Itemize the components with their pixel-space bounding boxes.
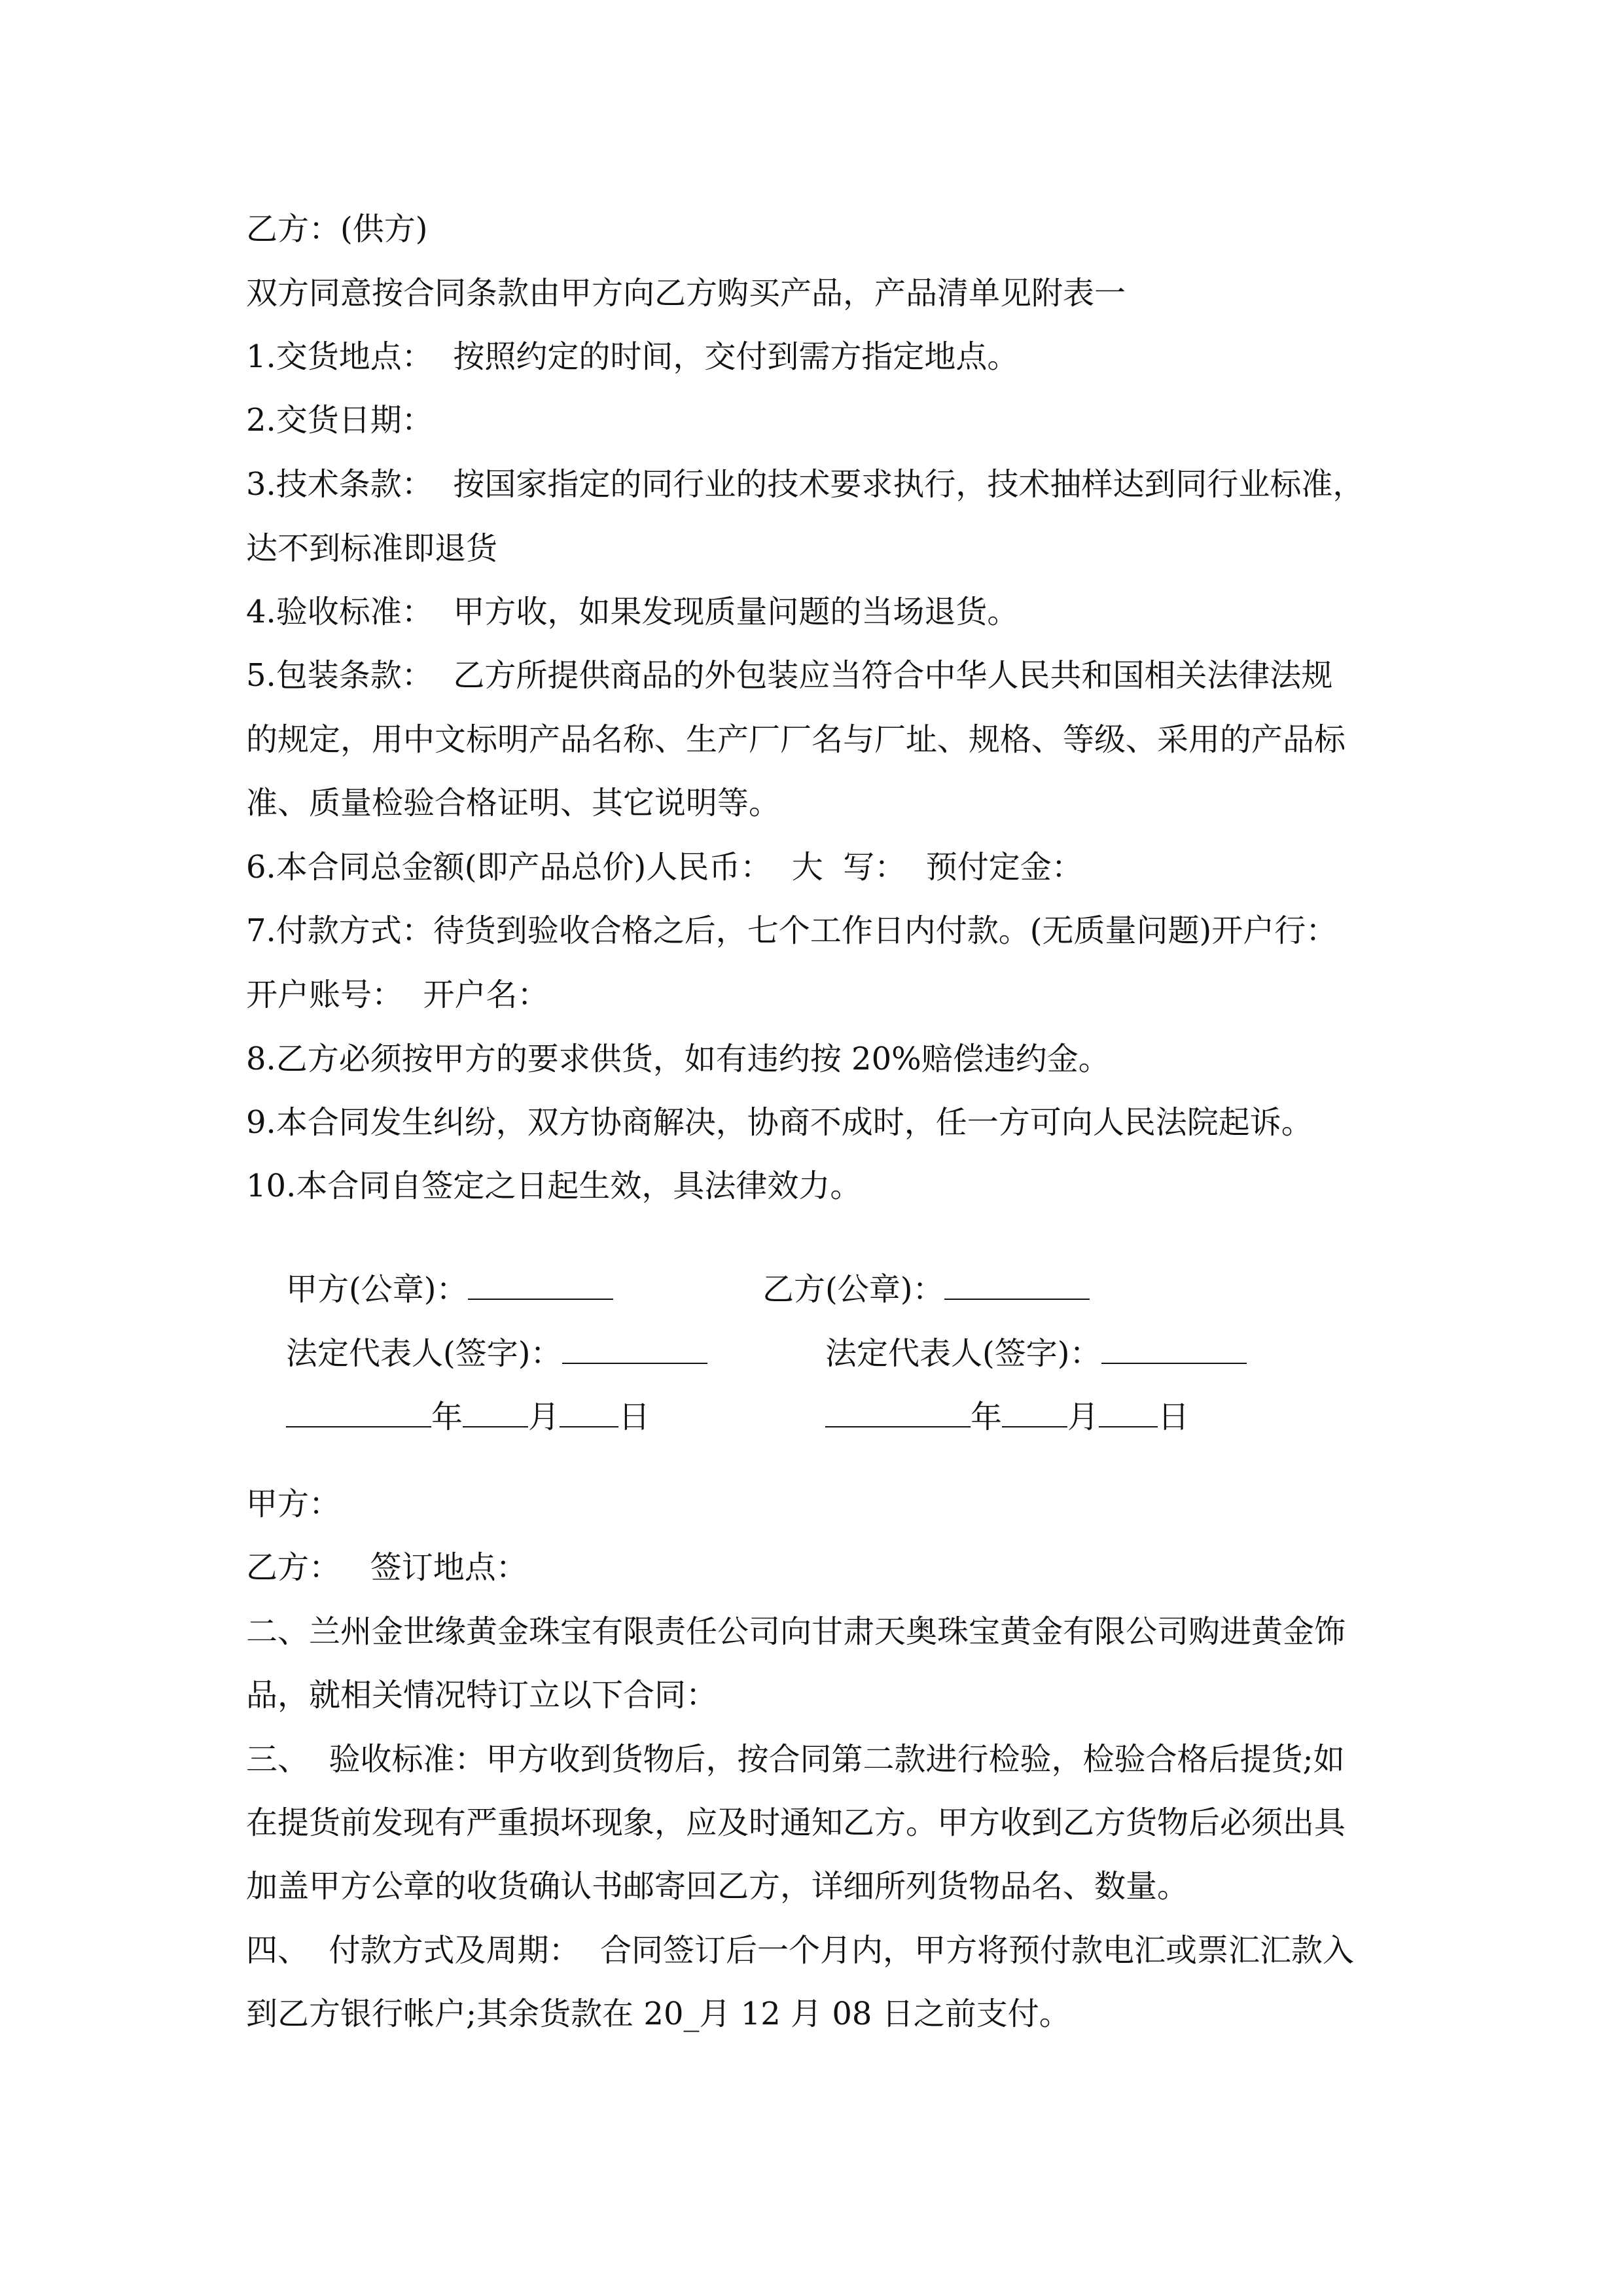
date-b-month-blank bbox=[1002, 1400, 1067, 1427]
date-b-month-label: 月 bbox=[1067, 1399, 1099, 1435]
date-a-month-blank bbox=[463, 1400, 528, 1427]
date-b-day-label: 日 bbox=[1158, 1399, 1190, 1435]
second-party-a: 甲方： bbox=[246, 1486, 341, 1522]
clause-7-line-2: 开户账号： 开户名： bbox=[246, 977, 549, 1013]
date-a-day-blank bbox=[560, 1400, 618, 1427]
second-party-b-place: 乙方： 签订地点： bbox=[246, 1549, 527, 1586]
clause-2: 2.交货日期： bbox=[246, 402, 433, 439]
legal-rep-a-field bbox=[246, 1295, 707, 1372]
party-b-seal-field bbox=[722, 1230, 1090, 1308]
date-a-field bbox=[246, 1358, 651, 1435]
section-2-line-1: 二、兰州金世缘黄金珠宝有限责任公司向甘肃天奥珠宝黄金有限公司购进黄金饰 bbox=[246, 1613, 1346, 1650]
clause-1: 1.交货地点： 按照约定的时间，交付到需方指定地点。 bbox=[246, 338, 1019, 375]
clause-5-line-2: 的规定，用中文标明产品名称、生产厂厂名与厂址、规格、等级、采用的产品标 bbox=[246, 721, 1346, 758]
legal-rep-a-label: 法定代表人(签字)： bbox=[286, 1335, 562, 1372]
section-2-line-2: 品，就相关情况特订立以下合同： bbox=[246, 1677, 718, 1713]
legal-rep-b-label: 法定代表人(签字)： bbox=[825, 1335, 1101, 1372]
date-a-year-blank bbox=[286, 1400, 431, 1427]
section-3-line-3: 加盖甲方公章的收货确认书邮寄回乙方，详细所列货物品名、数量。 bbox=[246, 1868, 1189, 1905]
clause-3-line-1: 3.技术条款： 按国家指定的同行业的技术要求执行，技术抽样达到同行业标准， bbox=[246, 466, 1364, 503]
clause-6: 6.本合同总金额(即产品总价)人民币： 大 写： 预付定金： bbox=[246, 849, 1083, 886]
clause-7-line-1: 7.付款方式：待货到验收合格之后，七个工作日内付款。(无质量问题)开户行： bbox=[246, 912, 1338, 949]
legal-rep-b-field bbox=[785, 1295, 1247, 1372]
clause-9: 9.本合同发生纠纷，双方协商解决，协商不成时，任一方可向人民法院起诉。 bbox=[246, 1104, 1313, 1141]
date-b-field bbox=[785, 1358, 1190, 1435]
section-3-line-1: 三、 验收标准：甲方收到货物后，按合同第二款进行检验，检验合格后提货;如 bbox=[246, 1741, 1345, 1778]
date-b-year-label: 年 bbox=[971, 1399, 1003, 1435]
date-a-month-label: 月 bbox=[528, 1399, 560, 1435]
clause-4: 4.验收标准： 甲方收，如果发现质量问题的当场退货。 bbox=[246, 594, 1019, 630]
section-4-line-2: 到乙方银行帐户;其余货款在 20_月 12 月 08 日之前支付。 bbox=[246, 1996, 1071, 2032]
party-a-seal-label: 甲方(公章)： bbox=[286, 1271, 468, 1308]
date-b-year-blank bbox=[825, 1400, 971, 1427]
section-4-line-1: 四、 付款方式及周期： 合同签订后一个月内，甲方将预付款电汇或票汇汇款入 bbox=[246, 1932, 1355, 1969]
clause-8: 8.乙方必须按甲方的要求供货，如有违约按 20%赔偿违约金。 bbox=[246, 1041, 1110, 1077]
clause-3-line-2: 达不到标准即退货 bbox=[246, 530, 498, 567]
party-a-seal-field bbox=[246, 1230, 613, 1308]
clause-5-line-1: 5.包装条款： 乙方所提供商品的外包装应当符合中华人民共和国相关法律法规 bbox=[246, 657, 1333, 694]
party-b-line: 乙方：(供方) bbox=[246, 211, 428, 247]
date-b-day-blank bbox=[1099, 1400, 1158, 1427]
intro-line: 双方同意按合同条款由甲方向乙方购买产品，产品清单见附表一 bbox=[246, 275, 1126, 312]
date-a-year-label: 年 bbox=[431, 1399, 463, 1435]
clause-10: 10.本合同自签定之日起生效，具法律效力。 bbox=[246, 1168, 862, 1204]
clause-5-line-3: 准、质量检验合格证明、其它说明等。 bbox=[246, 785, 781, 821]
date-a-day-label: 日 bbox=[618, 1399, 651, 1435]
section-3-line-2: 在提货前发现有严重损坏现象，应及时通知乙方。甲方收到乙方货物后必须出具 bbox=[246, 1804, 1346, 1841]
party-b-seal-label: 乙方(公章)： bbox=[762, 1271, 944, 1308]
